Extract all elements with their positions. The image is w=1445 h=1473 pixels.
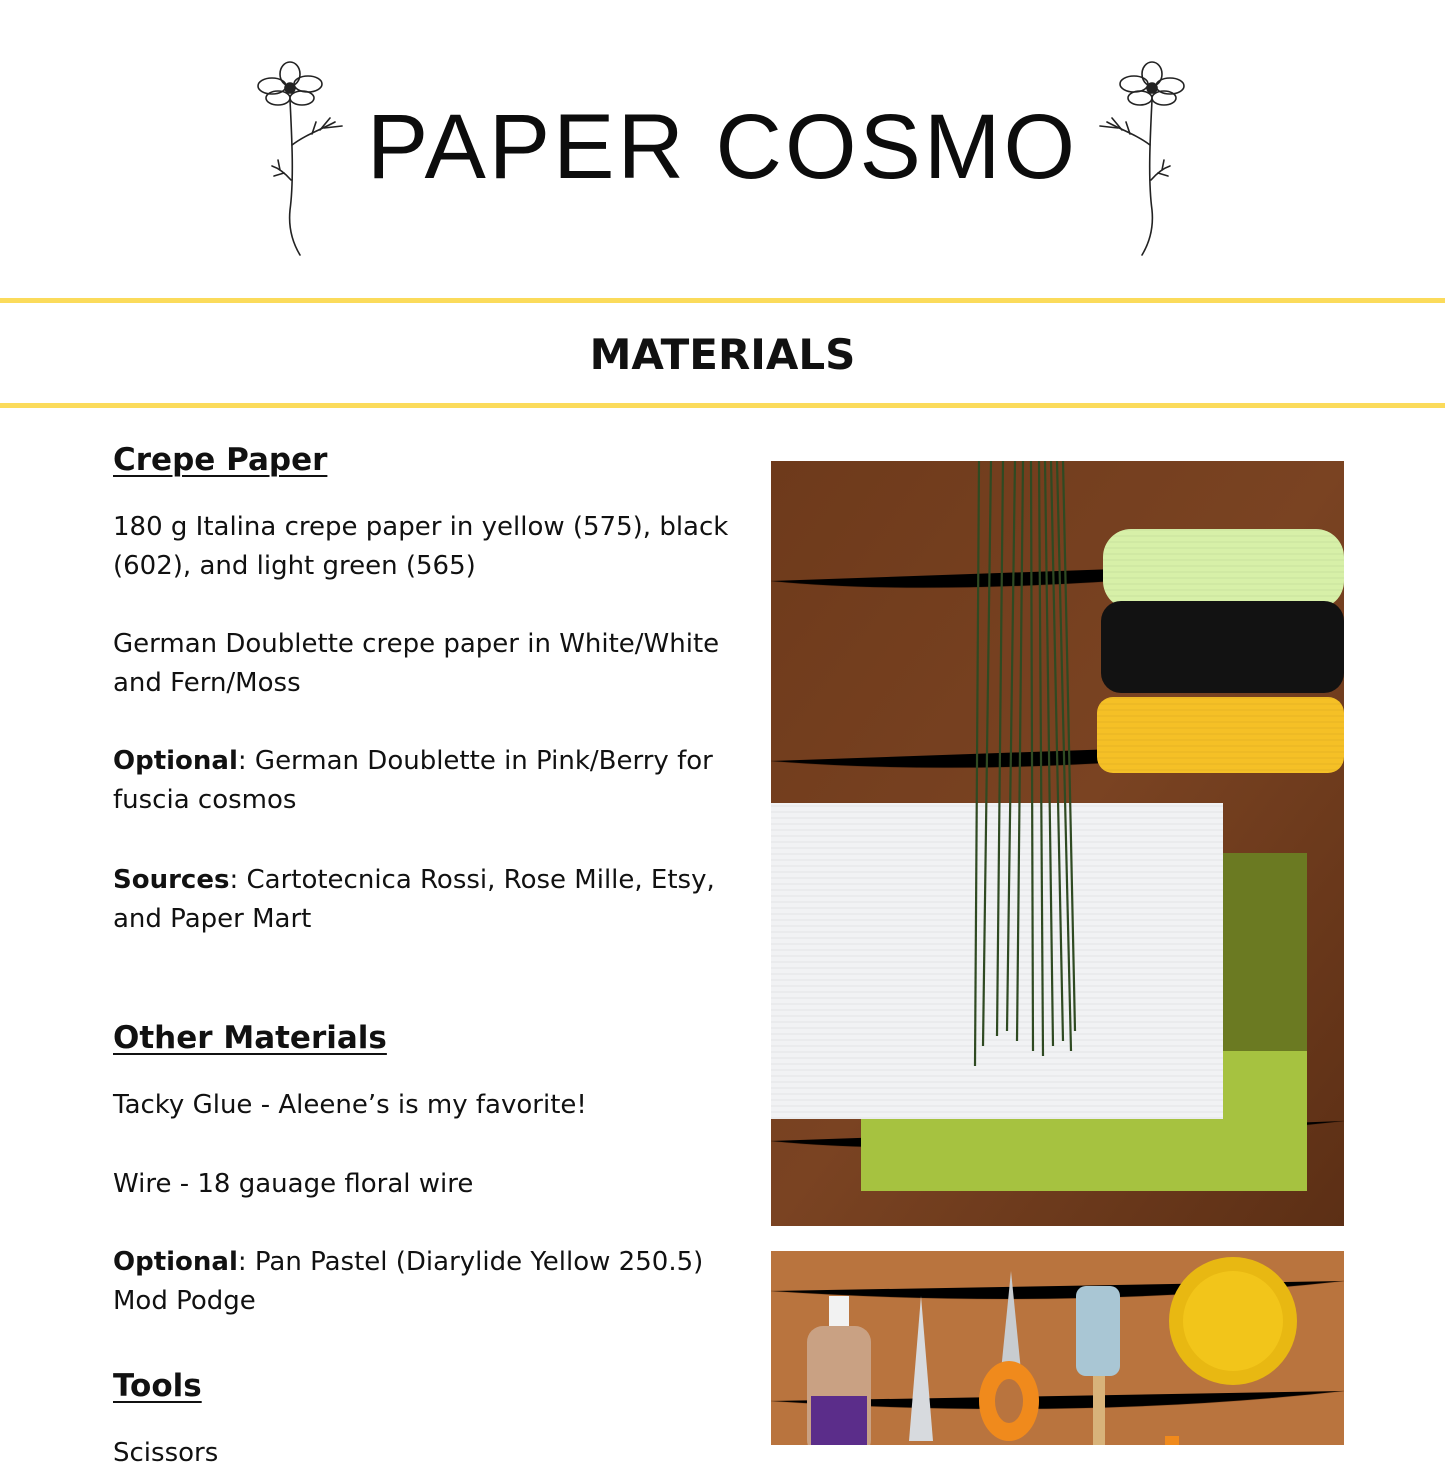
crepe-paper-sources xyxy=(113,861,743,938)
tools-heading: Tools xyxy=(113,1368,202,1404)
other-materials-line-2: Wire - 18 gauage floral wire xyxy=(113,1168,474,1199)
divider-top xyxy=(0,298,1445,303)
sources-label: Sources xyxy=(113,865,230,895)
materials-text-column xyxy=(113,440,743,1473)
page-title: PAPER COSMO xyxy=(366,96,1079,198)
tools-photo xyxy=(771,1251,1344,1445)
other-materials-line-1: Tacky Glue - Aleene’s is my favorite! xyxy=(113,1090,587,1120)
crepe-paper-line-1: 180 g Italina crepe paper in yellow (575), black (602), and light green (565) xyxy=(113,512,729,581)
cosmos-flower-illustration-right xyxy=(1082,60,1192,260)
sources-text: : Cartotecnica Rossi, Rose Mille, Etsy, and Paper Mart xyxy=(113,865,715,934)
optional-label: Optional xyxy=(113,1247,238,1277)
tools-line-1: Scissors xyxy=(113,1438,219,1468)
crepe-paper-line-2: German Doublette crepe paper in White/White and Fern/Moss xyxy=(113,629,720,698)
optional-text: : German Doublette in Pink/Berry for fuscia cosmos xyxy=(113,746,713,815)
other-materials-heading: Other Materials xyxy=(113,1020,387,1056)
optional-text: : Pan Pastel (Diarylide Yellow 250.5) Mod Podge xyxy=(113,1247,704,1316)
crepe-paper-heading: Crepe Paper xyxy=(113,442,328,478)
optional-label: Optional xyxy=(113,746,238,776)
other-materials-optional xyxy=(113,1243,743,1320)
crepe-paper-photo xyxy=(771,461,1344,1226)
section-title: MATERIALS xyxy=(589,330,856,379)
page-header xyxy=(0,0,1445,300)
divider-bottom xyxy=(0,403,1445,408)
crepe-paper-optional xyxy=(113,742,743,819)
